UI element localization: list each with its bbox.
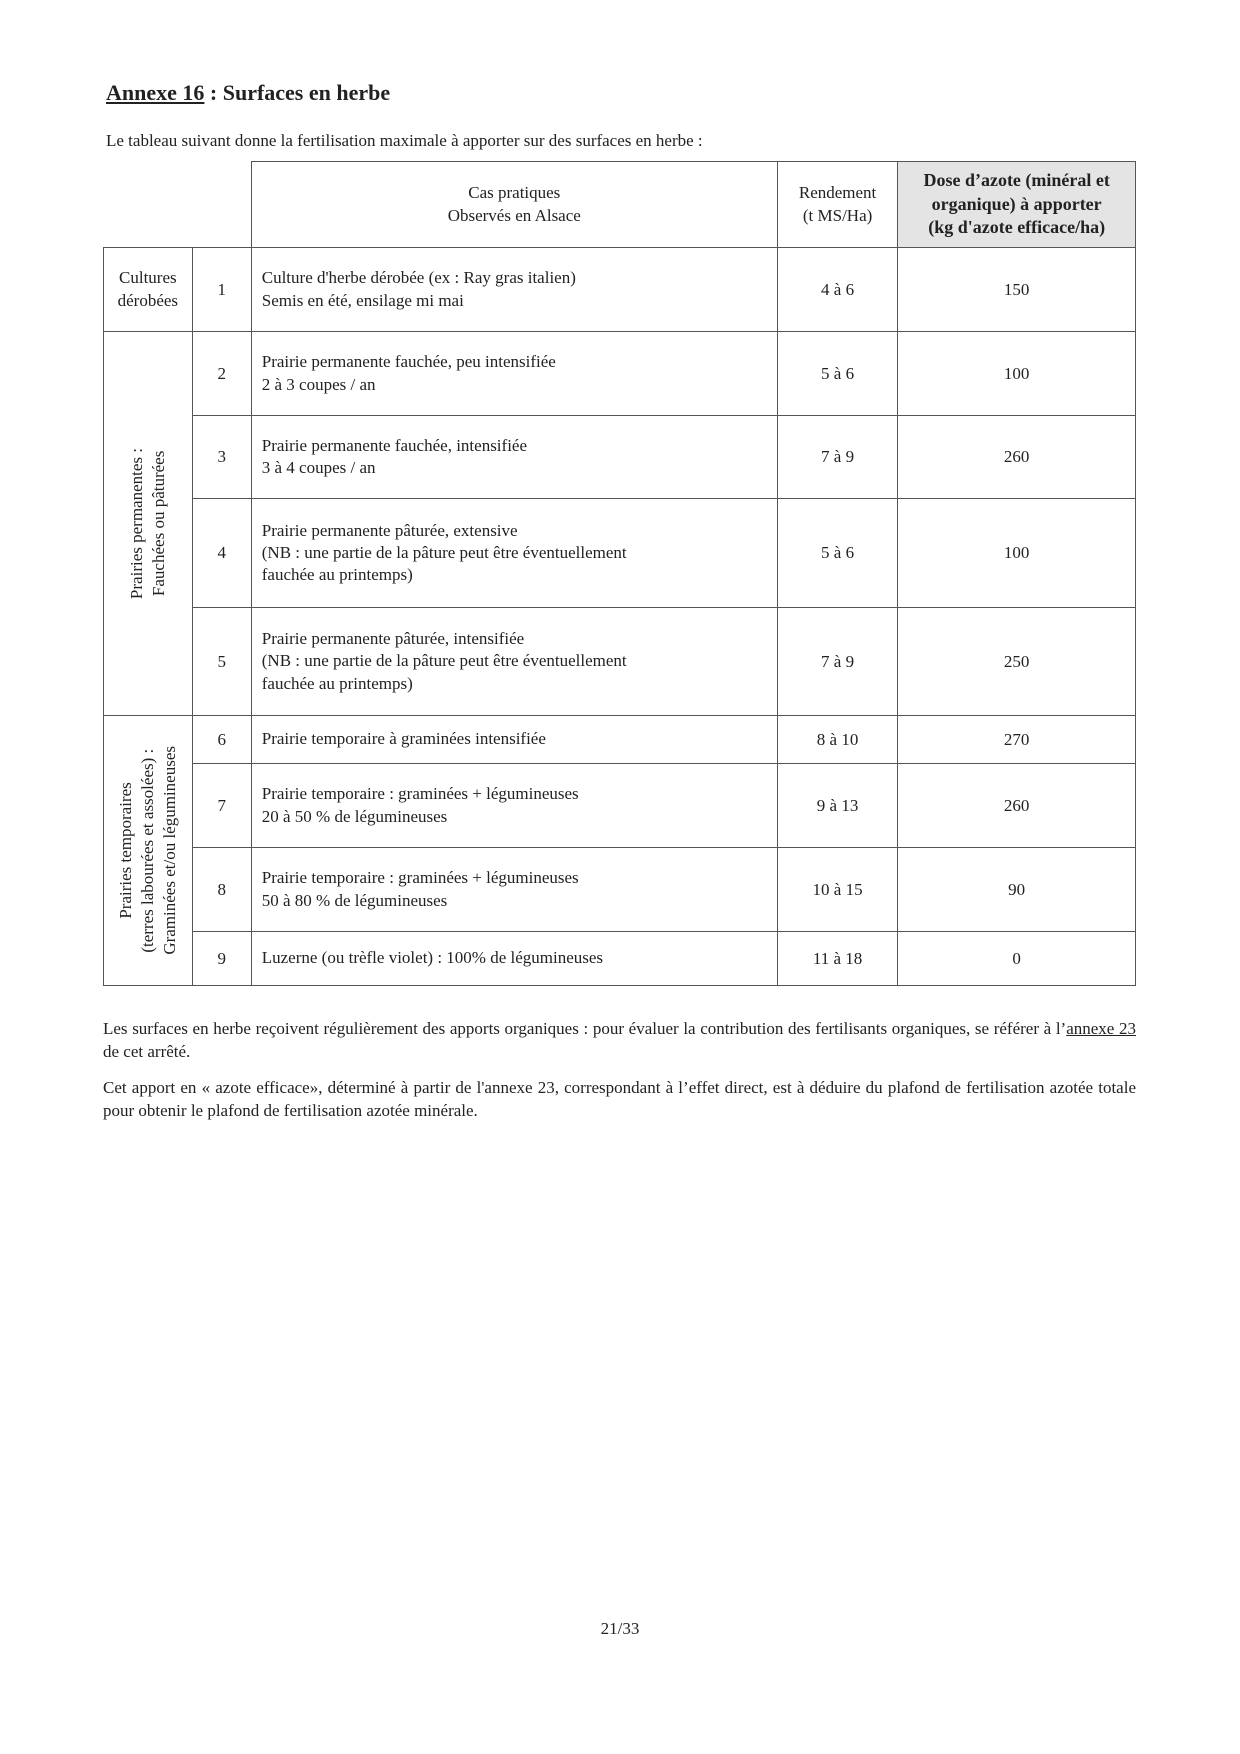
row-number: 1 — [192, 248, 251, 332]
page-number: 21/33 — [600, 1619, 640, 1638]
table-row — [104, 608, 1136, 716]
row-case: Prairie permanente pâturée, intensifiée (NB : une partie de la pâture peut être éventuellement fauchée au printemps) — [251, 608, 777, 716]
row-yield: 11 à 18 — [777, 932, 898, 986]
row-dose: 100 — [898, 332, 1136, 416]
group-label-prairies-temporaires: Prairies temporaires (terres labourées et assolées) : Graminées et/ou légumineuses — [104, 716, 193, 986]
row-number: 9 — [192, 932, 251, 986]
intro-text: Le tableau suivant donne la fertilisation maximale à apporter sur des surfaces en herbe : — [106, 131, 703, 150]
row-yield: 9 à 13 — [777, 764, 898, 848]
row-dose: 150 — [898, 248, 1136, 332]
row-number: 3 — [192, 416, 251, 499]
table-row — [104, 416, 1136, 499]
row-yield: 10 à 15 — [777, 848, 898, 932]
row-number: 6 — [192, 716, 251, 764]
row-number: 2 — [192, 332, 251, 416]
row-case: Prairie temporaire : graminées + légumineuses 50 à 80 % de légumineuses — [251, 848, 777, 932]
header-yield: Rendement (t MS/Ha) — [777, 162, 898, 248]
annex-23-link[interactable]: annexe 23 — [1066, 1019, 1137, 1038]
row-dose: 260 — [898, 764, 1136, 848]
row-case: Prairie temporaire à graminées intensifiée — [251, 716, 777, 764]
group-label-cultures-derobees: Cultures dérobées — [104, 248, 193, 332]
row-yield: 5 à 6 — [777, 332, 898, 416]
row-dose: 90 — [898, 848, 1136, 932]
title-annex-number: Annexe 16 — [106, 80, 205, 105]
paragraph-organic-inputs: Les surfaces en herbe reçoivent régulièrement des apports organiques : pour évaluer la contribution des fertilisants organiques, se référer à l’annexe 23 de cet arrêté. — [103, 1019, 1137, 1061]
fertilisation-table — [103, 161, 1136, 986]
table-row — [104, 932, 1136, 986]
group-label-prairies-permanentes: Prairies permanentes : Fauchées ou pâturées — [104, 332, 193, 716]
table-header-row — [104, 162, 1136, 248]
row-case: Prairie permanente fauchée, peu intensifiée 2 à 3 coupes / an — [251, 332, 777, 416]
table-row — [104, 848, 1136, 932]
header-case: Cas pratiques Observés en Alsace — [251, 162, 777, 248]
row-yield: 4 à 6 — [777, 248, 898, 332]
row-case: Luzerne (ou trèfle violet) : 100% de légumineuses — [251, 932, 777, 986]
table-row — [104, 764, 1136, 848]
row-yield: 5 à 6 — [777, 499, 898, 608]
row-case: Prairie permanente pâturée, extensive (NB : une partie de la pâture peut être éventuellement fauchée au printemps) — [251, 499, 777, 608]
row-yield: 8 à 10 — [777, 716, 898, 764]
table-row — [104, 248, 1136, 332]
row-case: Prairie temporaire : graminées + légumineuses 20 à 50 % de légumineuses — [251, 764, 777, 848]
row-case: Culture d'herbe dérobée (ex : Ray gras italien) Semis en été, ensilage mi mai — [251, 248, 777, 332]
row-dose: 260 — [898, 416, 1136, 499]
row-yield: 7 à 9 — [777, 416, 898, 499]
title-text: : Surfaces en herbe — [204, 80, 391, 105]
row-number: 7 — [192, 764, 251, 848]
row-dose: 250 — [898, 608, 1136, 716]
row-case: Prairie permanente fauchée, intensifiée 3 à 4 coupes / an — [251, 416, 777, 499]
row-dose: 270 — [898, 716, 1136, 764]
row-dose: 100 — [898, 499, 1136, 608]
row-yield: 7 à 9 — [777, 608, 898, 716]
table-row — [104, 716, 1136, 764]
header-dose: Dose d’azote (minéral et organique) à apporter (kg d'azote efficace/ha) — [898, 162, 1136, 248]
page-title — [106, 80, 390, 106]
row-number: 8 — [192, 848, 251, 932]
paragraph-efficient-nitrogen: Cet apport en « azote efficace», déterminé à partir de l'annexe 23, correspondant à l’effet direct, est à déduire du plafond de fertilisation azotée totale pour obtenir le plafond de fertilisation azotée minérale. — [103, 1078, 1136, 1120]
row-number: 5 — [192, 608, 251, 716]
row-number: 4 — [192, 499, 251, 608]
row-dose: 0 — [898, 932, 1136, 986]
table-row — [104, 499, 1136, 608]
table-row — [104, 332, 1136, 416]
